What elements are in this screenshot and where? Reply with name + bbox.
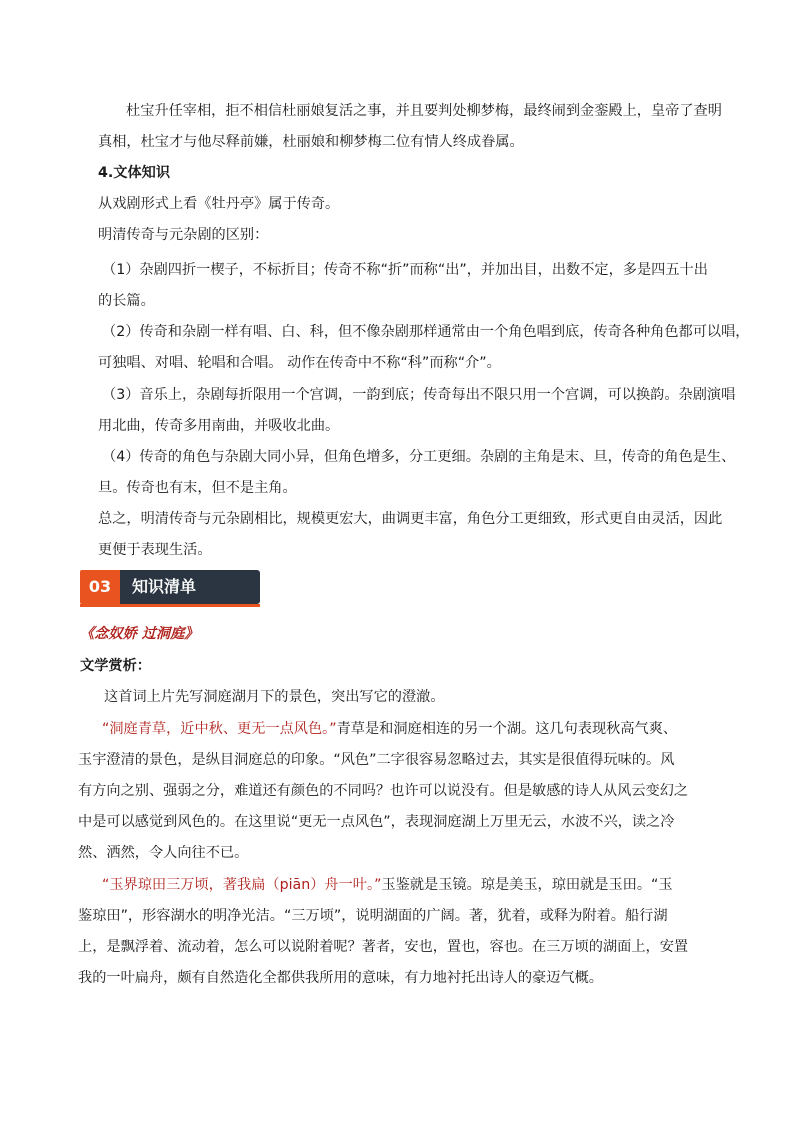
paragraph-line: 的长篇。 <box>98 293 155 309</box>
paragraph-line: 从戏剧形式上看《牡丹亭》属于传奇。 <box>98 196 340 212</box>
paragraph-line <box>102 870 730 901</box>
paragraph-line: 上，是飘浮着、流动着，怎么可以说附着呢？著者，安也，置也，容也。在三万顷的湖面上，安置 <box>78 939 689 955</box>
paragraph-line: 用北曲，传奇多用南曲，并吸收北曲。 <box>98 418 340 434</box>
paragraph-line: 有方向之别、强弱之分，难道还有颜色的不同吗？也许可以说没有。但是敏感的诗人从风云变幻之 <box>78 783 689 799</box>
paragraph-line: 明清传奇与元杂剧的区别： <box>98 227 269 243</box>
paragraph-line: 中是可以感觉到风色的。在这里说“更无一点风色”，表现洞庭湖上万里无云，水波不兴，读之冷 <box>78 814 675 830</box>
section-underline <box>80 604 260 607</box>
paragraph-line: 真相，杜宝才与他尽释前嫌，杜丽娘和柳梦梅二位有情人终成眷属。 <box>98 134 524 150</box>
analysis-label: 文学赏析： <box>80 658 151 674</box>
quote: “洞庭青草，近中秋、更无一点风色。” <box>102 721 337 737</box>
section-number: 03 <box>80 570 120 604</box>
paragraph-line: （4）传奇的角色与杂剧大同小异，但角色增多，分工更细。杂剧的主角是末、旦，传奇的角色是生、 <box>102 449 736 465</box>
section-heading: 4.文体知识 <box>98 165 171 181</box>
quote: “玉界琼田三万顷，著我扁（piān）舟一叶。” <box>102 877 382 893</box>
poem-title: 《念奴娇 过洞庭》 <box>80 626 199 642</box>
paragraph-line: （2）传奇和杂剧一样有唱、白、科，但不像杂剧那样通常由一个角色唱到底，传奇各种角色都可以唱， <box>102 324 750 340</box>
paragraph-text: 玉鉴就是玉镜。琼是美玉，琼田就是玉田。“玉 <box>381 877 673 893</box>
paragraph-line: 我的一叶扁舟，颇有自然造化全都供我所用的意味，有力地衬托出诗人的豪迈气概。 <box>78 970 603 986</box>
paragraph-text: 青草是和洞庭相连的另一个湖。这几句表现秋高气爽、 <box>336 721 678 737</box>
paragraph-line: 总之，明清传奇与元杂剧相比，规模更宏大，曲调更丰富，角色分工更细致，形式更自由灵活，因此 <box>98 511 723 527</box>
paragraph-line: 更便于表现生活。 <box>98 542 212 558</box>
paragraph-line: 然、洒然，令人向往不已。 <box>78 845 249 861</box>
paragraph-line: 鉴琼田”，形容湖水的明净光洁。“三万顷”，说明湖面的广阔。著，犹着，或释为附着。船行湖 <box>78 908 668 924</box>
paragraph-line: （1）杂剧四折一楔子，不标折目；传奇不称“折”而称“出”，并加出目，出数不定，多是四五十出 <box>102 262 708 278</box>
section-title: 知识清单 <box>120 570 260 604</box>
paragraph-line: 旦。传奇也有末，但不是主角。 <box>98 480 297 496</box>
paragraph-line: 杜宝升任宰相，拒不相信杜丽娘复活之事，并且要判处柳梦梅，最终闹到金銮殿上，皇帝了查明 <box>126 103 722 119</box>
paragraph-line: 玉宇澄清的景色，是纵目洞庭总的印象。“风色”二字很容易忽略过去，其实是很值得玩味的。风 <box>78 752 675 768</box>
paragraph-line <box>102 714 730 745</box>
paragraph-line: （3）音乐上，杂剧每折限用一个宫调，一韵到底；传奇每出不限只用一个宫调，可以换韵。杂剧演唱 <box>102 387 736 403</box>
paragraph-line: 可独唱、对唱、轮唱和合唱。 动作在传奇中不称“科”而称“介”。 <box>98 355 501 371</box>
paragraph-line: 这首词上片先写洞庭湖月下的景色，突出写它的澄澈。 <box>104 689 445 705</box>
